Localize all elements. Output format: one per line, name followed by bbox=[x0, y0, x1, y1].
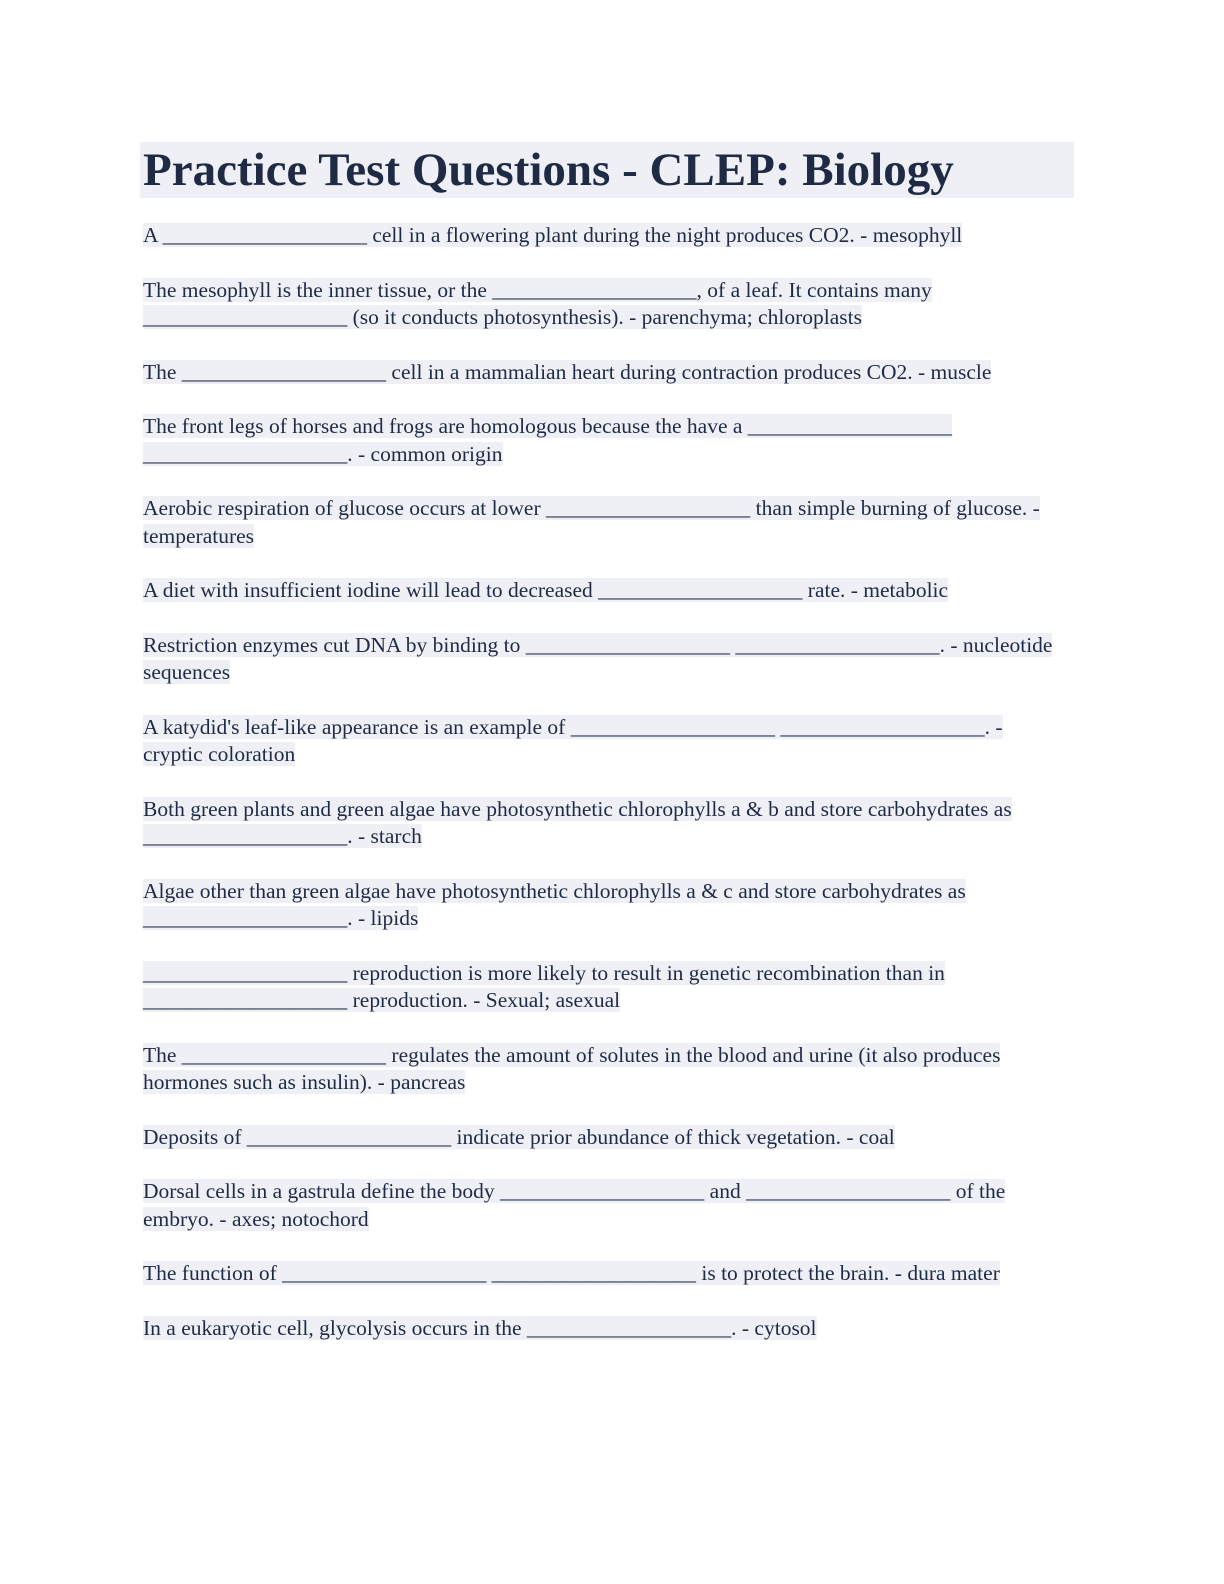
question-text: Algae other than green algae have photosynthetic chlorophylls a & c and store carbohydrates as ___________________. - lipids bbox=[143, 878, 966, 930]
question-item bbox=[140, 960, 1074, 1015]
question-text: ___________________ reproduction is more likely to result in genetic recombination than in ___________________ reproduction. - Sexual; asexual bbox=[143, 960, 945, 1012]
question-text: Both green plants and green algae have photosynthetic chlorophylls a & b and store carbohydrates as ___________________. - starch bbox=[143, 796, 1012, 848]
page-title: Practice Test Questions - CLEP: Biology bbox=[140, 142, 1074, 198]
question-text: Restriction enzymes cut DNA by binding to ___________________ ___________________. - nucleotide sequences bbox=[143, 632, 1053, 684]
question-item bbox=[140, 1315, 1074, 1343]
question-item bbox=[140, 495, 1074, 550]
question-text: The mesophyll is the inner tissue, or the ___________________, of a leaf. It contains many ___________________ (so it conducts photosynthesis). - parenchyma; chloroplasts bbox=[143, 277, 932, 329]
question-item bbox=[140, 714, 1074, 769]
question-item bbox=[140, 577, 1074, 605]
question-item bbox=[140, 1260, 1074, 1288]
question-item bbox=[140, 222, 1074, 250]
question-item bbox=[140, 1042, 1074, 1097]
question-text: The function of ___________________ ___________________ is to protect the brain. - dura mater bbox=[143, 1261, 1000, 1285]
question-text: The ___________________ cell in a mammalian heart during contraction produces CO2. - muscle bbox=[143, 359, 992, 384]
document-page bbox=[140, 142, 1074, 1369]
question-item bbox=[140, 413, 1074, 468]
question-text: A diet with insufficient iodine will lead to decreased ___________________ rate. - metabolic bbox=[143, 578, 949, 602]
question-text: The ___________________ regulates the amount of solutes in the blood and urine (it also produces hormones such as insulin). - pancreas bbox=[143, 1042, 1001, 1094]
question-text: In a eukaryotic cell, glycolysis occurs in the ___________________. - cytosol bbox=[143, 1315, 817, 1340]
question-item bbox=[140, 878, 1074, 933]
question-text: A katydid's leaf-like appearance is an example of ___________________ ___________________. - cryptic coloration bbox=[143, 714, 1003, 766]
question-text: A ___________________ cell in a flowering plant during the night produces CO2. - mesophyll bbox=[143, 223, 963, 247]
question-item bbox=[140, 277, 1074, 332]
question-item bbox=[140, 796, 1074, 851]
question-item bbox=[140, 632, 1074, 687]
question-text: Deposits of ___________________ indicate prior abundance of thick vegetation. - coal bbox=[143, 1124, 895, 1149]
question-item bbox=[140, 359, 1074, 387]
question-text: The front legs of horses and frogs are homologous because the have a ___________________ ___________________. - common origin bbox=[143, 414, 953, 466]
question-item bbox=[140, 1178, 1074, 1233]
question-item bbox=[140, 1124, 1074, 1152]
question-text: Dorsal cells in a gastrula define the body ___________________ and ___________________ of the embryo. - axes; notochord bbox=[143, 1179, 1006, 1231]
question-text: Aerobic respiration of glucose occurs at lower ___________________ than simple burning of glucose. - temperatures bbox=[143, 496, 1040, 548]
